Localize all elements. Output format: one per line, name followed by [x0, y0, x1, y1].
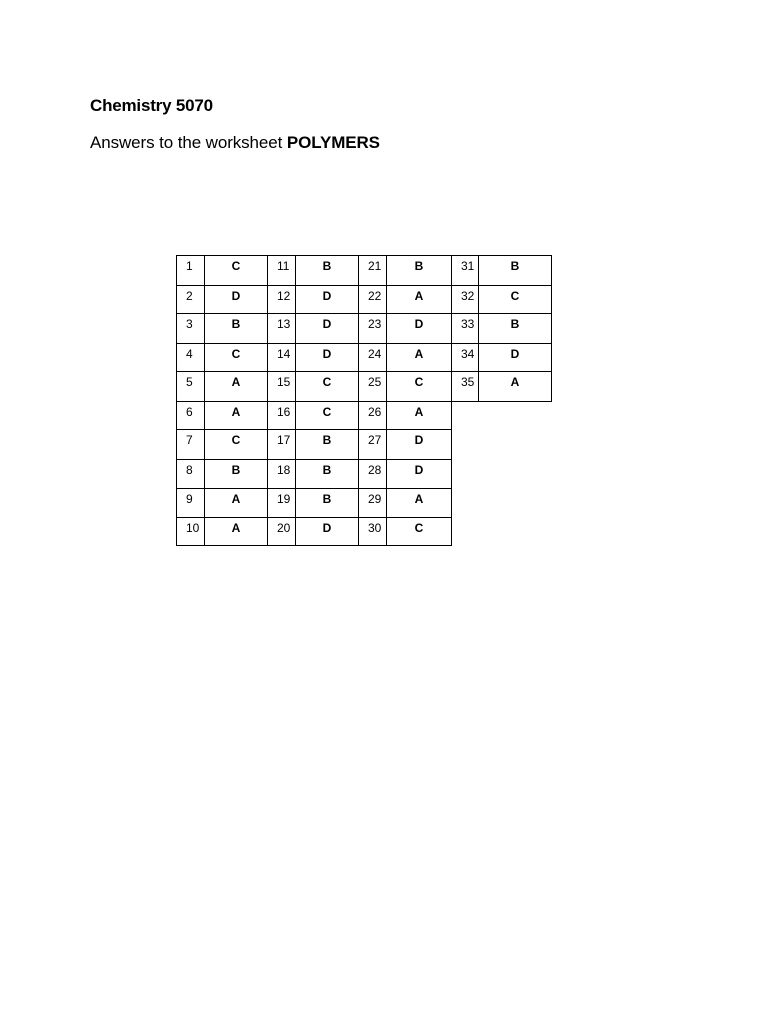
answer-cell: [204, 429, 268, 460]
question-number: 22: [368, 289, 382, 303]
answer-letter: D: [322, 317, 332, 331]
question-number-cell: [451, 343, 479, 372]
answer-letter: B: [322, 259, 332, 273]
question-number: 8: [186, 463, 193, 477]
question-number: 16: [277, 405, 291, 419]
question-number: 1: [186, 259, 193, 273]
question-number-cell: [176, 313, 205, 344]
question-number: 32: [461, 289, 475, 303]
answer-cell: [478, 285, 552, 314]
answer-cell: [386, 429, 452, 460]
answer-cell: [386, 401, 452, 430]
question-number: 27: [368, 433, 382, 447]
question-number: 21: [368, 259, 382, 273]
answer-letter: A: [510, 375, 520, 389]
question-number: 10: [186, 521, 200, 535]
answer-cell: [478, 255, 552, 286]
answer-letter: A: [414, 347, 424, 361]
question-number: 35: [461, 375, 475, 389]
answer-cell: [295, 401, 359, 430]
question-number: 5: [186, 375, 193, 389]
question-number-cell: [176, 285, 205, 314]
question-number-cell: [267, 429, 296, 460]
answer-cell: [204, 459, 268, 489]
question-number-cell: [267, 488, 296, 518]
question-number-cell: [358, 401, 387, 430]
answer-letter: A: [231, 521, 241, 535]
answer-cell: [386, 313, 452, 344]
answer-letter: B: [322, 463, 332, 477]
answer-cell: [478, 313, 552, 344]
answer-cell: [386, 255, 452, 286]
answer-letter: A: [231, 492, 241, 506]
question-number: 2: [186, 289, 193, 303]
answer-letter: A: [231, 405, 241, 419]
question-number-cell: [358, 343, 387, 372]
question-number: 13: [277, 317, 291, 331]
question-number-cell: [176, 429, 205, 460]
answer-cell: [386, 517, 452, 546]
answer-letter: D: [322, 521, 332, 535]
question-number: 3: [186, 317, 193, 331]
answer-letter: D: [414, 463, 424, 477]
answer-letter: C: [414, 375, 424, 389]
question-number-cell: [267, 401, 296, 430]
question-number-cell: [451, 255, 479, 286]
answer-cell: [204, 401, 268, 430]
question-number: 15: [277, 375, 291, 389]
question-number-cell: [267, 255, 296, 286]
answer-cell: [386, 371, 452, 402]
question-number-cell: [358, 488, 387, 518]
answer-letter: D: [322, 289, 332, 303]
question-number-cell: [267, 517, 296, 546]
question-number: 30: [368, 521, 382, 535]
answer-table: [176, 255, 552, 546]
question-number-cell: [358, 429, 387, 460]
answer-cell: [386, 285, 452, 314]
question-number-cell: [267, 459, 296, 489]
answer-letter: C: [322, 405, 332, 419]
answer-cell: [204, 255, 268, 286]
question-number-cell: [267, 313, 296, 344]
question-number-cell: [176, 517, 205, 546]
answer-letter: C: [231, 347, 241, 361]
question-number: 23: [368, 317, 382, 331]
question-number-cell: [176, 488, 205, 518]
question-number: 34: [461, 347, 475, 361]
question-number: 29: [368, 492, 382, 506]
answer-letter: C: [414, 521, 424, 535]
answer-cell: [295, 343, 359, 372]
question-number-cell: [267, 371, 296, 402]
question-number-cell: [451, 313, 479, 344]
question-number-cell: [358, 255, 387, 286]
answer-cell: [478, 371, 552, 402]
question-number-cell: [176, 401, 205, 430]
answer-cell: [295, 285, 359, 314]
question-number: 20: [277, 521, 291, 535]
question-number: 25: [368, 375, 382, 389]
question-number-cell: [451, 371, 479, 402]
question-number-cell: [176, 343, 205, 372]
document-title: Chemistry 5070: [90, 96, 213, 115]
answer-letter: B: [414, 259, 424, 273]
answer-letter: A: [414, 492, 424, 506]
question-number: 28: [368, 463, 382, 477]
answer-letter: A: [414, 405, 424, 419]
answer-cell: [295, 313, 359, 344]
answer-cell: [295, 488, 359, 518]
answer-cell: [204, 343, 268, 372]
answer-letter: C: [231, 433, 241, 447]
answer-cell: [204, 313, 268, 344]
question-number-cell: [358, 371, 387, 402]
answer-letter: B: [510, 317, 520, 331]
subtitle-topic: POLYMERS: [286, 133, 380, 152]
question-number-cell: [267, 285, 296, 314]
answer-letter: D: [231, 289, 241, 303]
answer-letter: B: [322, 492, 332, 506]
question-number-cell: [176, 459, 205, 489]
question-number: 24: [368, 347, 382, 361]
answer-cell: [295, 517, 359, 546]
answer-letter: D: [414, 317, 424, 331]
question-number: 18: [277, 463, 291, 477]
question-number: 14: [277, 347, 291, 361]
answer-letter: D: [322, 347, 332, 361]
question-number: 6: [186, 405, 193, 419]
question-number: 12: [277, 289, 291, 303]
answer-letter: B: [322, 433, 332, 447]
question-number-cell: [451, 285, 479, 314]
answer-cell: [204, 285, 268, 314]
answer-letter: D: [510, 347, 520, 361]
question-number-cell: [267, 343, 296, 372]
question-number: 11: [277, 259, 290, 273]
question-number: 17: [277, 433, 291, 447]
question-number-cell: [176, 371, 205, 402]
answer-cell: [386, 343, 452, 372]
question-number-cell: [358, 459, 387, 489]
question-number: 26: [368, 405, 382, 419]
answer-cell: [204, 371, 268, 402]
subtitle-prefix: Answers to the worksheet: [90, 133, 287, 152]
answer-letter: B: [231, 317, 241, 331]
question-number: 19: [277, 492, 291, 506]
question-number: 9: [186, 492, 193, 506]
answer-cell: [386, 459, 452, 489]
question-number-cell: [176, 255, 205, 286]
answer-letter: B: [510, 259, 520, 273]
question-number: 31: [461, 259, 475, 273]
answer-cell: [295, 371, 359, 402]
answer-letter: A: [414, 289, 424, 303]
question-number: 7: [186, 433, 193, 447]
question-number-cell: [358, 285, 387, 314]
answer-letter: C: [322, 375, 332, 389]
answer-cell: [204, 488, 268, 518]
answer-letter: C: [510, 289, 520, 303]
answer-letter: D: [414, 433, 424, 447]
answer-cell: [295, 429, 359, 460]
answer-cell: [478, 343, 552, 372]
answer-cell: [386, 488, 452, 518]
question-number: 4: [186, 347, 193, 361]
answer-cell: [295, 255, 359, 286]
answer-cell: [204, 517, 268, 546]
document-subtitle: [90, 132, 380, 154]
question-number-cell: [358, 517, 387, 546]
answer-letter: B: [231, 463, 241, 477]
question-number: 33: [461, 317, 475, 331]
answer-letter: C: [231, 259, 241, 273]
answer-letter: A: [231, 375, 241, 389]
question-number-cell: [358, 313, 387, 344]
answer-cell: [295, 459, 359, 489]
